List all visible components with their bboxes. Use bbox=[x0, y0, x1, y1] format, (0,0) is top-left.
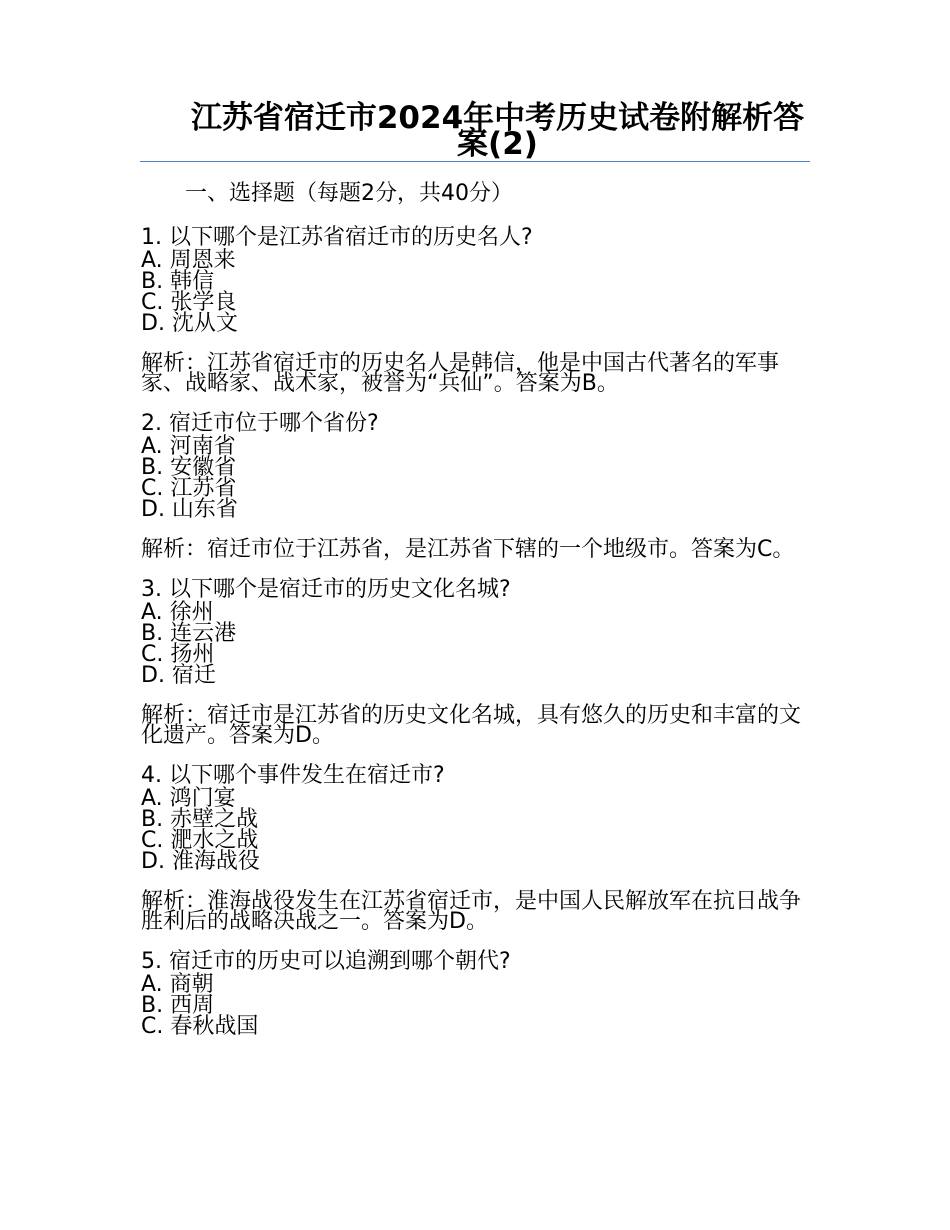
option-c: C. 扬州 bbox=[141, 642, 215, 667]
question-4 bbox=[141, 764, 813, 932]
option-c: C. 春秋战国 bbox=[141, 1014, 259, 1039]
option-d: D. 淮海战役 bbox=[141, 849, 260, 874]
section-heading: 一、选择题（每题2分，共40分） bbox=[185, 181, 513, 206]
option-a: A. 徐州 bbox=[141, 600, 214, 625]
option-d: D. 宿迁 bbox=[141, 663, 216, 688]
question-stem: 1. 以下哪个是江苏省宿迁市的历史名人? bbox=[141, 225, 533, 250]
answer-analysis: 解析：淮海战役发生在江苏省宿迁市，是中国人民解放军在抗日战争胜利后的战略决战之一。答案为D。 bbox=[141, 889, 802, 934]
answer-analysis: 解析：江苏省宿迁市的历史名人是韩信，他是中国古代著名的军事家、战略家、战术家，被誉为“兵仙”。答案为B。 bbox=[141, 351, 780, 396]
question-5 bbox=[141, 950, 813, 1037]
option-b: B. 赤壁之战 bbox=[141, 807, 259, 832]
answer-analysis: 解析：宿迁市位于江苏省，是江苏省下辖的一个地级市。答案为C。 bbox=[141, 537, 795, 562]
option-b: B. 韩信 bbox=[141, 269, 215, 294]
option-b: B. 西周 bbox=[141, 993, 215, 1018]
option-d: D. 山东省 bbox=[141, 497, 238, 522]
question-3 bbox=[141, 578, 813, 746]
option-c: C. 张学良 bbox=[141, 290, 237, 315]
question-stem: 4. 以下哪个事件发生在宿迁市? bbox=[141, 763, 445, 788]
question-1 bbox=[141, 226, 813, 394]
document-title: 江苏省宿迁市2024年中考历史试卷附解析答案(2) bbox=[190, 100, 805, 162]
question-2 bbox=[141, 412, 813, 560]
option-a: A. 周恩来 bbox=[141, 248, 236, 273]
option-c: C. 江苏省 bbox=[141, 476, 237, 501]
answer-analysis: 解析：宿迁市是江苏省的历史文化名城，具有悠久的历史和丰富的文化遗产。答案为D。 bbox=[141, 703, 802, 748]
question-stem: 3. 以下哪个是宿迁市的历史文化名城? bbox=[141, 577, 511, 602]
option-a: A. 河南省 bbox=[141, 434, 236, 459]
questions-list bbox=[141, 226, 813, 1055]
question-stem: 2. 宿迁市位于哪个省份? bbox=[141, 411, 379, 436]
option-d: D. 沈从文 bbox=[141, 311, 238, 336]
option-b: B. 连云港 bbox=[141, 621, 237, 646]
option-a: A. 鸿门宴 bbox=[141, 786, 236, 811]
question-stem: 5. 宿迁市的历史可以追溯到哪个朝代? bbox=[141, 949, 511, 974]
option-c: C. 淝水之战 bbox=[141, 828, 259, 853]
option-b: B. 安徽省 bbox=[141, 455, 237, 480]
title-underline bbox=[140, 161, 810, 162]
option-a: A. 商朝 bbox=[141, 972, 214, 997]
